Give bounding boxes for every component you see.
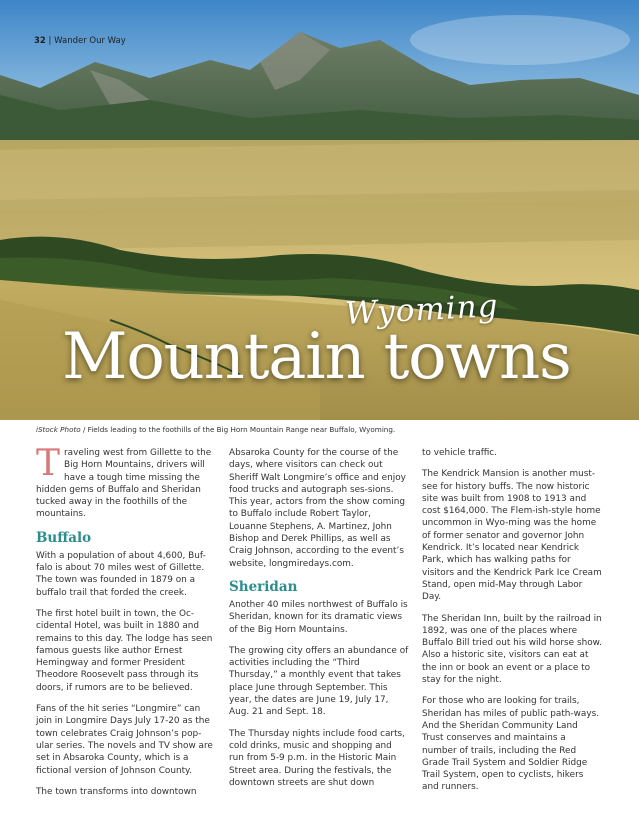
page-number: 32: [34, 36, 46, 46]
intro-paragraph: Traveling west from Gillette to the Big Horn Mountains, drivers will have a tough time missing the hidden gems of Buffalo and Sheridan tucked away in the foothills of the mountains.: [36, 443, 212, 520]
header-separator: |: [48, 36, 52, 46]
paragraph: For those who are looking for trails, Sheridan has miles of public path-ways. And the Sheridan Community Land Trust conserves and maintains a number of trails, including the Red Grade Trail System and Soldier Ridge Trail System, open to cyclists, hikers and runners.: [422, 696, 600, 793]
paragraph: The first hotel built in town, the Oc-cidental Hotel, was built in 1880 and remains to this day. The lodge has seen famous guests like author Ernest Hemingway and former President Theodore Roosevelt pass through its doors, if rumors are to be believed.: [36, 608, 213, 693]
paragraph: The Kendrick Mansion is another must-see for history buffs. The now historic site was built from 1908 to 1913 and cost $164,000. The Flem-ish-style home uncommon in Wyo-ming was the home of former senator and governor John Kendrick. It’s located near Kendrick Park, which has walking paths for visitors and the Kendrick Park Ice Cream Stand, open mid-May through Labor Day.: [422, 469, 602, 603]
buffalo-heading: Buffalo: [36, 529, 92, 546]
section-name: Wander Our Way: [54, 36, 126, 46]
photo-credit: iStock Photo: [36, 425, 81, 434]
paragraph: With a population of about 4,600, Buf-falo is about 70 miles west of Gillette. The town was founded in 1879 on a buffalo trail that forded the creek.: [36, 550, 206, 598]
photo-caption: [36, 425, 395, 434]
article-column-3: [422, 447, 602, 803]
sheridan-heading: Sheridan: [229, 578, 298, 595]
paragraph: The Sheridan Inn, built by the railroad in 1892, was one of the places where Buffalo Bill tried out his wild horse show. Also a historic site, visitors can eat at the inn or book an event or a place to stay for the night.: [422, 613, 602, 686]
paragraph: Another 40 miles northwest of Buffalo is Sheridan, known for its dramatic views of the Big Horn Mountains.: [229, 599, 408, 635]
paragraph: The town transforms into downtown: [36, 786, 197, 797]
page-title: Mountain towns: [62, 320, 571, 394]
paragraph: The Thursday nights include food carts, cold drinks, music and shopping and run from 5-9 p.m. in the Historic Main Street area. During the festivals, the downtown streets are shut down: [229, 728, 405, 788]
article-column-2: [229, 447, 409, 798]
paragraph: to vehicle traffic.: [422, 448, 498, 458]
paragraph: Fans of the hit series “Longmire” can join in Longmire Days July 17-20 as the town celebrates Craig Johnson’s pop-ular series. The novels and TV show are set in Absaroka County, which is a fictional version of Johnson County.: [36, 704, 213, 776]
drop-cap: T: [36, 443, 61, 484]
page-header: [34, 36, 126, 46]
caption-text: / Fields leading to the foothills of the Big Horn Mountain Range near Buffalo, Wyoming.: [80, 425, 396, 434]
article-column-1: [36, 443, 216, 807]
paragraph: Absaroka County for the course of the days, where visitors can check out Sheriff Walt Longmire’s office and enjoy food trucks and autograph ses-sions. This year, actors from the show coming to Buffalo include Robert Taylor, Louanne Stephens, A. Martinez, John Bishop and Derek Phillips, as well as Craig Johnson, according to the event’s website, longmiredays.com.: [229, 448, 406, 569]
title-script: Wyoming: [344, 288, 500, 332]
paragraph: The growing city offers an abundance of activities including the “Third Thursday,” a monthly event that takes place June through September. This year, the dates are June 19, July 17, Aug. 21 and Sept. 18.: [229, 645, 409, 718]
